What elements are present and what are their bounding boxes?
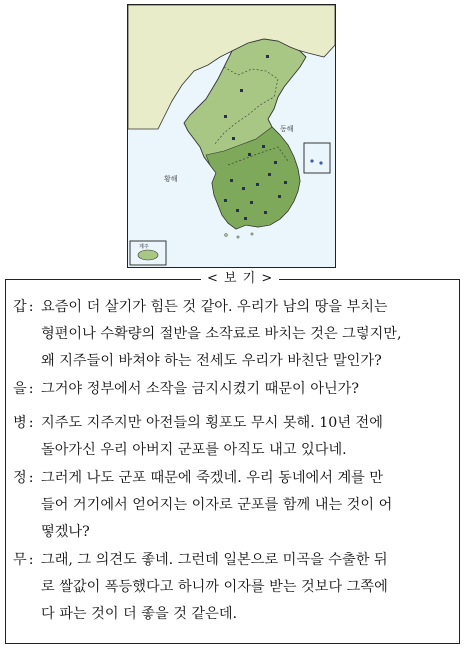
map-graphic bbox=[128, 5, 335, 267]
ulleungdo-inset bbox=[304, 143, 330, 173]
dialogue-line: 지주도 지주지만 아전들의 횡포도 무시 못해. 10년 전에 bbox=[41, 415, 383, 431]
bogi-title: < 보 기 > bbox=[201, 270, 279, 288]
yellow-sea-label: 황해 bbox=[164, 175, 178, 183]
speaker-label: 갑 : bbox=[13, 299, 34, 315]
jeju-island bbox=[138, 250, 158, 260]
dialogue-line: 형편이나 수확량의 절반을 소작료로 바치는 것은 그렇지만, bbox=[41, 326, 402, 342]
dialogue-line: 돌아가신 우리 아버지 군포를 아직도 내고 있다네. bbox=[41, 442, 347, 458]
dialogue-line: 요즘이 더 살기가 힘든 것 같아. 우리가 남의 땅을 부치는 bbox=[41, 299, 388, 315]
dialogue-line: 그래, 그 의견도 좋네. 그런데 일본으로 미곡을 수출한 뒤 bbox=[41, 552, 388, 568]
dialogue-line: 왜 지주들이 바쳐야 하는 전세도 우리가 바친단 말인가? bbox=[41, 353, 382, 369]
speaker-label: 무 : bbox=[13, 552, 34, 568]
dialogue-line: 그거야 정부에서 소작을 금지시켰기 때문이 아닌가? bbox=[41, 381, 359, 397]
speaker-label: 정 : bbox=[13, 470, 34, 486]
jeju-label: 제주 bbox=[139, 244, 149, 250]
dialogue-line: 그러게 나도 군포 때문에 죽겠네. 우리 동네에서 계를 만 bbox=[41, 470, 384, 486]
dialogue-line: 떻겠나? bbox=[41, 524, 90, 540]
east-sea-label: 동해 bbox=[280, 125, 294, 133]
speaker-label: 을 : bbox=[13, 381, 34, 397]
speaker-label: 병 : bbox=[13, 415, 34, 431]
dialogue-line: 로 쌀값이 폭등했다고 하니까 이자를 받는 것보다 그쪽에 bbox=[41, 579, 388, 595]
dialogue-line: 다 파는 것이 더 좋을 것 같은데. bbox=[41, 606, 238, 622]
dialogue-line: 들어 거기에서 얻어지는 이자로 군포를 함께 내는 것이 어 bbox=[41, 497, 393, 513]
korea-peninsula-map bbox=[127, 4, 336, 268]
